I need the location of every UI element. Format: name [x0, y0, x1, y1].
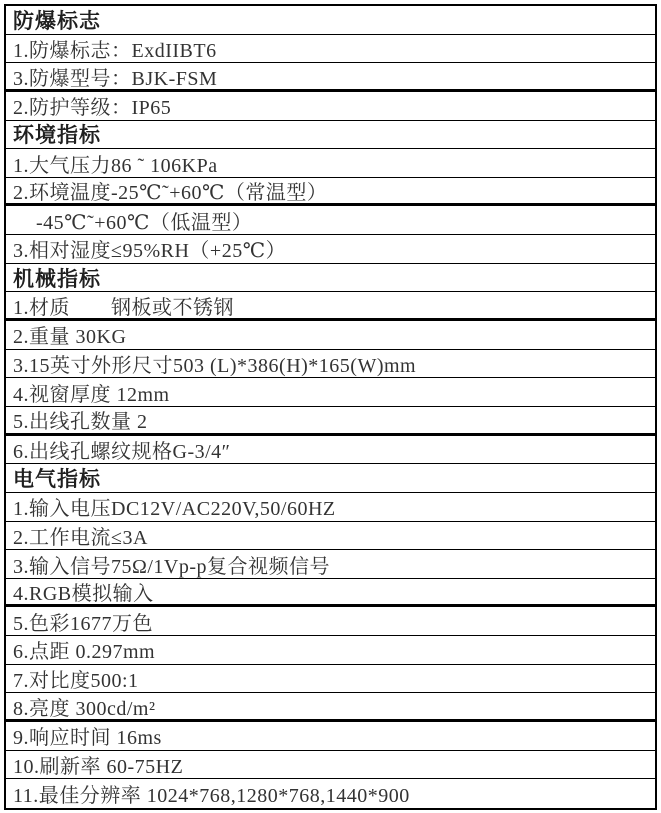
spec-row [6, 149, 655, 178]
spec-row [6, 779, 655, 808]
spec-row [6, 722, 655, 751]
spec-row [6, 92, 655, 121]
spec-row [6, 350, 655, 379]
spec-row [6, 178, 655, 207]
spec-table [4, 4, 657, 810]
spec-row [6, 407, 655, 436]
spec-text: 1.防爆标志：ExdIIBT6 [13, 39, 217, 62]
spec-text: 2.重量 30KG [13, 326, 127, 349]
section-header-text: 机械指标 [13, 266, 101, 291]
spec-row [6, 206, 655, 235]
spec-text: 8.亮度 300cd/m² [13, 697, 156, 720]
section-header-text: 环境指标 [13, 123, 101, 148]
spec-row [6, 493, 655, 522]
spec-row [6, 436, 655, 465]
spec-text: 10.刷新率 60-75HZ [13, 755, 184, 778]
section-header-row [6, 121, 655, 150]
spec-row [6, 693, 655, 722]
spec-text: 3.相对湿度≤95%RH（+25℃） [13, 240, 287, 263]
section-header-text: 电气指标 [13, 467, 101, 492]
spec-text: 6.出线孔螺纹规格G-3/4″ [13, 440, 231, 463]
spec-text: 4.视窗厚度 12mm [13, 383, 170, 406]
spec-row [6, 636, 655, 665]
spec-text: 3.15英寸外形尺寸503 (L)*386(H)*165(W)mm [13, 355, 417, 378]
spec-row [6, 607, 655, 636]
spec-text: 2.工作电流≤3A [13, 526, 148, 549]
spec-text: 4.RGB模拟输入 [13, 583, 154, 606]
spec-text: 5.出线孔数量 2 [13, 411, 148, 434]
spec-text: 2.防护等级：IP65 [13, 97, 172, 120]
spec-text: 7.对比度500:1 [13, 670, 139, 693]
spec-row [6, 550, 655, 579]
spec-row [6, 751, 655, 780]
spec-row [6, 665, 655, 694]
spec-text: 3.防爆型号：BJK-FSM [13, 67, 218, 90]
section-header-row [6, 464, 655, 493]
spec-row [6, 292, 655, 321]
spec-text: 5.色彩1677万色 [13, 612, 153, 635]
spec-text: 6.点距 0.297mm [13, 641, 156, 664]
spec-text: 3.输入信号75Ω/1Vp-p复合视频信号 [13, 555, 331, 578]
spec-text: 1.输入电压DC12V/AC220V,50/60HZ [13, 498, 336, 521]
section-header-row [6, 6, 655, 35]
section-header-text: 防爆标志 [13, 8, 101, 33]
section-header-row [6, 264, 655, 293]
spec-row [6, 63, 655, 92]
spec-row [6, 35, 655, 64]
spec-row [6, 522, 655, 551]
spec-text: 1.大气压力86 ˜ 106KPa [13, 154, 218, 177]
spec-row [6, 579, 655, 608]
spec-row [6, 378, 655, 407]
spec-text: 1.材质 钢板或不锈钢 [13, 296, 234, 319]
spec-text: 11.最佳分辨率 1024*768,1280*768,1440*900 [13, 785, 410, 808]
spec-text: 2.环境温度-25℃˜+60℃（常温型） [13, 182, 328, 205]
spec-row [6, 235, 655, 264]
spec-row [6, 321, 655, 350]
spec-text: -45℃˜+60℃（低温型） [36, 211, 253, 234]
spec-text: 9.响应时间 16ms [13, 727, 162, 750]
